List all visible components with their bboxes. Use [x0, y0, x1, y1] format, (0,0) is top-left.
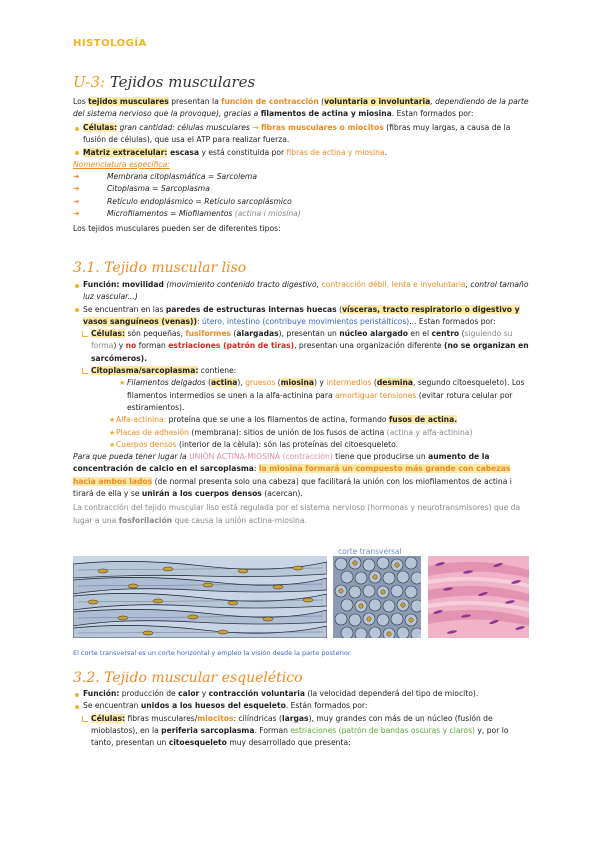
text: (evitar rotura celular por estiramientos). — [127, 390, 513, 412]
text: Matriz extracelular: — [83, 147, 168, 157]
text: periferia sarcoplasma — [161, 725, 255, 735]
text: gran cantidad: células musculares — [117, 123, 250, 132]
text: presentan la — [168, 97, 222, 106]
text: , dependiendo de la parte del sistema nervioso que la provoque), gracias a — [73, 97, 529, 119]
text: fibras musculares o miocitos — [261, 123, 384, 132]
text: ( — [205, 378, 212, 388]
text: útero, intestino (contribuye movimientos peristálticos) — [201, 316, 410, 326]
text: Sarcolema — [216, 172, 257, 182]
text: (fibras muy largas, a causa de la fusión de células), que usa el ATP para realizar fuerza. — [83, 123, 511, 145]
text: Células: — [91, 329, 126, 339]
text: Citoplasma — [107, 184, 150, 194]
text: → — [249, 123, 262, 132]
sub-item-cells — [73, 713, 529, 750]
list-item-cells — [73, 122, 529, 147]
text: Sarcoplasma — [160, 184, 210, 194]
text: muy desarrollado que presenta: — [226, 738, 351, 748]
text: Alfa-actinina: — [116, 415, 167, 425]
text: escasa — [167, 147, 200, 157]
text: = — [205, 172, 217, 182]
text: y — [199, 689, 209, 698]
text: miocitos — [197, 713, 234, 723]
text: citoesqueleto — [168, 738, 227, 748]
text: (contracción) — [280, 452, 333, 462]
page-header: HISTOLOGÍA — [73, 38, 147, 49]
unit-number: U-3: — [73, 73, 106, 91]
unit-title — [73, 73, 255, 91]
sub-item-cytoplasm — [73, 365, 529, 377]
text: La contracción del tejido muscular liso está regulada por el sistema nervioso (hormonas y neurotransmisores) que da lugar a una — [73, 503, 521, 525]
star-item-placas — [73, 427, 529, 439]
text: : — [196, 316, 202, 326]
text: forman — [136, 341, 169, 351]
paragraph-union — [73, 451, 529, 500]
text: que causa la unión actina-miosina. — [172, 515, 307, 525]
smooth-muscle-cross-section-drawing — [333, 556, 421, 638]
text: amortiguar tensiones — [335, 390, 417, 400]
arrow-icon: ➜ — [73, 184, 80, 194]
arrow-icon: ➜ — [73, 196, 80, 206]
nomenclature-item — [73, 196, 529, 208]
text: . Forman — [254, 725, 291, 735]
text: són pequeñas, — [125, 329, 186, 339]
text: Células: — [83, 123, 118, 132]
star-item-cuerpos — [73, 439, 529, 451]
text: fusiformes — [185, 329, 232, 339]
image-caption: El corte transversal es un corte horizontal y empleo la visión desde la parte posterior. — [73, 649, 353, 657]
text: paredes de estructuras internas huecas — [165, 304, 337, 314]
text: alargadas — [236, 329, 279, 339]
text: Función: — [83, 689, 120, 698]
text: estriaciones (patrón de tiras) — [168, 341, 295, 351]
text: ), — [237, 378, 246, 388]
text: movilidad — [119, 280, 164, 289]
text: . Estan formados por: — [391, 109, 474, 119]
nomenclature-item — [73, 171, 529, 183]
text: Membrana citoplasmática — [107, 172, 206, 182]
text: Células: — [91, 713, 126, 723]
text: y está constituida por — [199, 147, 287, 157]
unit-title-text: Tejidos musculares — [109, 73, 256, 91]
list-item-function — [73, 279, 529, 304]
text: (interior de la cèlula): són las proteínas del citoesqueleto. — [176, 439, 399, 449]
star-item-alfa-actinina — [73, 414, 529, 426]
section-3-2-body — [73, 688, 529, 749]
text: tiene que producirse un — [332, 452, 429, 462]
text: voluntaria o involuntaria — [324, 97, 431, 106]
text: contracción voluntaria — [208, 689, 305, 698]
arrow-icon: ➜ — [73, 172, 80, 182]
list-item-function — [73, 688, 529, 700]
smooth-muscle-longitudinal-drawing — [73, 556, 327, 638]
text: ( — [231, 329, 237, 339]
text: ) y — [113, 341, 126, 351]
text: (no se organizan en sarcómeros). — [91, 341, 529, 363]
star-item-filaments — [73, 377, 529, 414]
text: siguiendo su forma — [91, 329, 513, 351]
text: (acercan). — [261, 489, 303, 499]
text: proteína que se une a los filamentos de actina, formando — [166, 415, 389, 425]
list-item-location — [73, 304, 529, 329]
text: (actina i miosina) — [232, 209, 301, 219]
text: largas — [282, 713, 309, 723]
text: filamentos de actina y miosina — [260, 109, 392, 119]
text: Función: — [83, 280, 120, 289]
smooth-muscle-histology-photo — [428, 556, 529, 638]
text: , segundo citoesqueleto). Los filamentos intermedios se unen a la alfa-actinina para — [127, 378, 525, 400]
text: calor — [178, 689, 200, 698]
text: ( — [371, 378, 377, 388]
text: Los — [73, 97, 89, 106]
text: Citoplasma/sarcoplasma: — [91, 366, 199, 376]
nomenclature-item — [73, 208, 529, 220]
image-label-corte-transversal: corte transversal — [338, 547, 402, 556]
text: no — [125, 341, 137, 351]
text: (patrón de bandas oscuras y claros) — [336, 725, 475, 735]
text: Miofilamentos — [178, 209, 233, 219]
text: y, por lo tanto, presentan un — [91, 725, 509, 748]
text: estriaciones — [290, 725, 337, 735]
text: producción de — [119, 689, 179, 698]
text: (actina y alfa-actinina) — [386, 427, 473, 437]
text: Se encuentran en las — [83, 304, 166, 314]
text: (de normal presenta solo una cabeza) que facilitará la unión con los miofilamentos de actina i tirará de ella y se — [73, 476, 512, 499]
text: ( — [318, 97, 325, 106]
text: ) y — [313, 378, 327, 388]
text: la miosina formará un compuesto más grande con cabezas hacia ambos lados — [73, 464, 511, 486]
text: núcleo alargado — [339, 329, 408, 339]
text: fibras musculares/ — [125, 713, 198, 723]
text: desmina — [376, 378, 413, 388]
text: ( — [275, 378, 281, 388]
text: (la velocidad dependerá del tipo de miocito). — [304, 689, 479, 698]
text: Filamentos delgados — [127, 378, 206, 388]
sub-item-cells — [73, 328, 529, 365]
text: ( — [459, 329, 465, 339]
text: fusos de actina. — [388, 415, 458, 425]
star-icon: ★ — [119, 379, 126, 388]
star-icon: ★ — [109, 428, 116, 437]
text: fibras de actina y miosina — [286, 147, 385, 157]
nomenclature-item — [73, 183, 529, 195]
text: = — [193, 196, 205, 206]
paragraph-regulation — [73, 502, 529, 527]
text: ), muy grandes con más de un núcleo (fusión de mioblastos), en la — [91, 713, 493, 735]
text: = — [149, 184, 161, 194]
list-item-matrix — [73, 147, 529, 159]
text: Microfilamentos — [107, 209, 168, 219]
star-icon: ★ — [109, 416, 116, 425]
text: tejidos musculares — [88, 97, 169, 106]
text: (membrana): sitios de unión de los fusos de actina — [188, 427, 387, 437]
text: Para que pueda tener lugar la — [73, 452, 190, 462]
text: , control tamaño luz vascular...) — [83, 280, 529, 302]
text: Se encuentran — [83, 701, 141, 711]
text: ( — [336, 304, 343, 314]
text: ... Estan formados por: — [409, 316, 496, 326]
text: ), presentan un — [278, 329, 340, 339]
text: unirán a los cuerpos densos — [141, 489, 262, 499]
text: contiene: — [198, 366, 237, 376]
text: Retículo endoplásmico — [107, 196, 194, 206]
arrow-icon: ➜ — [73, 209, 80, 219]
text: . Están formados por: — [285, 701, 368, 711]
text: intermedios — [326, 378, 372, 388]
text: Retículo sarcoplásmico — [204, 196, 292, 206]
text: vísceras, tracto respiratorio o digestivo y vasos sanguíneos (venas)) — [83, 304, 520, 326]
text: actina — [211, 378, 238, 388]
text: Cuerpos densos — [116, 439, 177, 449]
text: : — [253, 464, 259, 474]
text: unidos a los huesos del esqueleto — [140, 701, 286, 711]
text: miosina — [280, 378, 314, 388]
text: contracción débil, lenta e involuntaria — [321, 280, 466, 289]
star-icon: ★ — [109, 440, 116, 449]
text: en el — [407, 329, 432, 339]
text: función de contracción — [221, 97, 319, 106]
text: gruesos — [245, 378, 276, 388]
histology-photo-svg — [428, 556, 529, 638]
intro-paragraph — [73, 96, 529, 121]
section-title-3-1: 3.1. Tejido muscular liso — [73, 260, 247, 276]
section-title-3-2: 3.2. Tejido muscular esquelético — [73, 670, 303, 686]
text: = — [167, 209, 179, 219]
text: (movimiento contenido tracto digestivo, — [163, 280, 322, 289]
longitudinal-drawing-svg — [73, 556, 327, 638]
text: . — [384, 147, 387, 157]
section-3-1-body — [73, 279, 529, 527]
text: , presentan una organización diferente — [294, 341, 444, 351]
nomenclature-title: Nomenclatura específica: — [73, 159, 170, 169]
text: aumento de la concentración de calcio en el sarcoplasma — [73, 452, 490, 474]
text: UNIÓN ACTINA-MIOSINA — [189, 452, 281, 462]
types-line: Los tejidos musculares pueden ser de diferentes tipos: — [73, 224, 281, 234]
cross-section-svg — [333, 556, 421, 638]
list-item-location — [73, 700, 529, 712]
text: fosforilación — [118, 515, 173, 525]
composition-list — [73, 122, 529, 236]
text: Placas de adhesión — [116, 427, 189, 437]
text: : cilíndricas ( — [233, 713, 282, 723]
text: centro — [431, 329, 460, 339]
